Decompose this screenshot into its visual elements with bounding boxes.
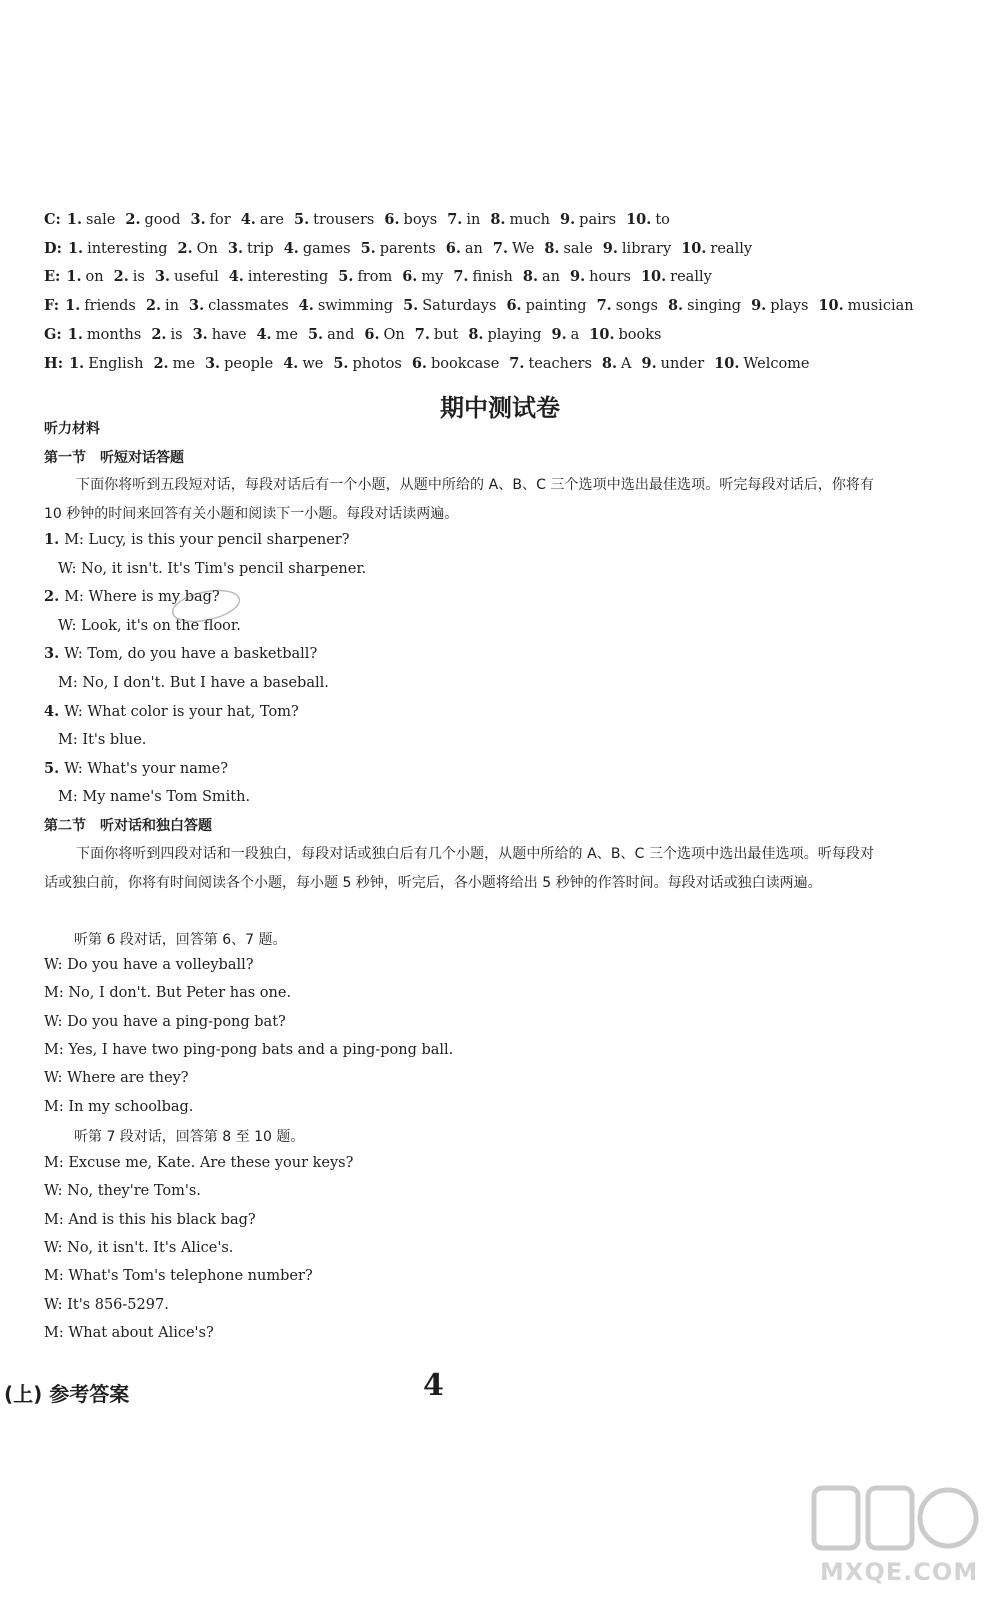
answer-number: 8. xyxy=(490,211,506,228)
answer-item xyxy=(560,212,616,228)
section1-instructions: 下面你将听到五段短对话，每段对话后有一个小题，从题中所给的 A、B、C 三个选项中选出最佳选项。听完每段对话后，你将有 10 秒钟的时间来回答有关小题和阅读下一小题。每段对话读两遍。 xyxy=(44,477,874,522)
answer-word: painting xyxy=(525,298,587,315)
utterance: Look, it's on the floor. xyxy=(81,617,241,634)
answer-number: 5. xyxy=(294,211,310,228)
answer-item xyxy=(294,212,374,228)
dialogue-line xyxy=(44,1181,201,1201)
utterance: It's 856-5297. xyxy=(67,1296,169,1313)
answer-word: good xyxy=(144,212,181,228)
answer-item xyxy=(570,269,631,285)
utterance: My name's Tom Smith. xyxy=(82,789,251,806)
answer-item xyxy=(155,269,219,285)
utterance: Yes, I have two ping-pong bats and a ping-pong ball. xyxy=(68,1041,454,1058)
answer-word: to xyxy=(655,212,670,228)
utterance: No, it isn't. It's Alice's. xyxy=(67,1239,234,1256)
answer-number: 6. xyxy=(445,239,461,257)
answer-section-key: F: xyxy=(44,297,60,315)
dialogue-line xyxy=(44,530,350,550)
answer-word: under xyxy=(660,355,705,372)
speaker: M: xyxy=(64,532,89,548)
utterance: What's your name? xyxy=(87,760,228,777)
answer-word: interesting xyxy=(247,269,329,286)
utterance: In my schoolbag. xyxy=(68,1098,194,1115)
question-number: 3. xyxy=(44,645,65,663)
answer-number: 8. xyxy=(522,268,539,286)
answer-number: 1. xyxy=(67,325,83,343)
answer-item xyxy=(602,356,632,372)
utterance: Excuse me, Kate. Are these your keys? xyxy=(68,1155,354,1171)
answer-item xyxy=(229,269,329,285)
utterance: Tom, do you have a basketball? xyxy=(87,646,318,663)
answer-item xyxy=(415,327,459,343)
speaker: W: xyxy=(44,1239,68,1256)
answer-word: games xyxy=(302,240,351,257)
answer-number: 10. xyxy=(681,239,707,257)
answer-item xyxy=(597,298,658,314)
utterance: What's Tom's telephone number? xyxy=(68,1268,313,1285)
dialogue-line xyxy=(44,983,291,1003)
answer-item xyxy=(714,356,809,372)
stamp-mark xyxy=(168,586,244,626)
dialogue7-intro: 听第 7 段对话，回答第 8 至 10 题。 xyxy=(74,1129,305,1145)
answer-word: useful xyxy=(174,269,219,286)
answer-word: sale xyxy=(86,212,116,228)
answer-word: trip xyxy=(247,240,274,257)
answer-word: but xyxy=(433,326,459,343)
section1-heading: 第一节 听短对话答题 xyxy=(44,450,184,466)
answer-number: 2. xyxy=(153,354,169,372)
answer-item xyxy=(193,327,247,343)
utterance: No, I don't. But Peter has one. xyxy=(68,985,292,1002)
answer-row xyxy=(44,296,924,316)
answer-number: 5. xyxy=(338,268,354,286)
answer-word: A xyxy=(621,355,632,372)
answer-word: on xyxy=(85,269,104,286)
utterance: And is this his black bag? xyxy=(68,1211,256,1228)
answer-word: On xyxy=(196,240,218,257)
answer-word: Saturdays xyxy=(422,298,497,315)
answer-item xyxy=(189,298,289,314)
answer-number: 7. xyxy=(596,297,612,315)
answer-number: 4. xyxy=(256,325,272,343)
answer-row xyxy=(44,210,680,230)
answer-number: 4. xyxy=(298,297,314,315)
answer-word: sale xyxy=(563,240,593,257)
dialogue-line xyxy=(44,1210,256,1230)
answer-word: plays xyxy=(770,298,809,315)
answer-item xyxy=(68,241,168,257)
answer-word: parents xyxy=(379,240,436,257)
answer-item xyxy=(333,356,402,372)
answer-number: 10. xyxy=(589,325,615,343)
answer-word: is xyxy=(132,269,145,286)
answer-section-key: C: xyxy=(44,211,61,228)
answer-word: musician xyxy=(847,298,914,315)
answer-word: have xyxy=(211,326,247,343)
speaker: W: xyxy=(64,646,88,663)
answer-item xyxy=(446,241,483,257)
answer-item xyxy=(308,327,354,343)
answer-word: bookcase xyxy=(430,355,500,372)
answer-number: 3. xyxy=(227,239,244,257)
answer-number: 3. xyxy=(192,325,208,343)
answer-number: 4. xyxy=(283,239,299,257)
answer-item xyxy=(114,269,145,285)
utterance: Lucy, is this your pencil sharpener? xyxy=(88,532,350,548)
answer-word: are xyxy=(259,212,285,228)
answer-word: me xyxy=(275,326,298,343)
answer-word: singing xyxy=(687,298,742,315)
speaker: W: xyxy=(64,703,88,720)
utterance: Do you have a ping-pong bat? xyxy=(67,1013,286,1030)
answer-item xyxy=(205,356,273,372)
answer-item xyxy=(361,241,436,257)
dialogue-line xyxy=(44,644,317,664)
utterance: No, it isn't. It's Tim's pencil sharpener. xyxy=(81,560,367,577)
page-number: 4 xyxy=(423,1368,444,1403)
answer-number: 9. xyxy=(570,268,586,286)
speaker: M: xyxy=(44,1041,69,1058)
answer-item xyxy=(493,241,534,257)
speaker: W: xyxy=(44,957,68,973)
answer-number: 10. xyxy=(818,297,844,315)
answer-item xyxy=(66,269,103,285)
answer-number: 8. xyxy=(468,325,484,343)
answer-number: 7. xyxy=(453,268,469,286)
footer-label: (上) 参考答案 xyxy=(4,1382,130,1406)
answer-number: 6. xyxy=(402,268,418,286)
answer-word: people xyxy=(224,355,274,372)
speaker: M: xyxy=(44,985,69,1002)
answer-item xyxy=(403,298,496,314)
answer-word: is xyxy=(170,326,183,343)
question-number: 1. xyxy=(44,531,65,548)
answer-word: me xyxy=(172,355,195,372)
answer-number: 5. xyxy=(403,297,419,315)
answer-word: we xyxy=(302,355,324,372)
answer-row xyxy=(44,354,820,374)
speaker: W: xyxy=(58,617,82,634)
answer-word: swimming xyxy=(317,298,394,315)
answer-item xyxy=(589,327,661,343)
utterance: It's blue. xyxy=(82,732,147,749)
answer-item xyxy=(551,327,579,343)
dialogue-line xyxy=(44,1153,353,1173)
answer-number: 8. xyxy=(601,354,618,372)
dialogue-line xyxy=(44,1323,214,1343)
answer-section-key: H: xyxy=(44,354,64,372)
answer-item xyxy=(178,241,218,257)
speaker: W: xyxy=(44,1296,68,1313)
answer-item xyxy=(490,212,550,228)
speaker: M: xyxy=(44,1211,69,1228)
answer-word: On xyxy=(383,326,405,343)
answer-item xyxy=(506,298,586,314)
answer-number: 4. xyxy=(240,211,256,228)
answer-number: 9. xyxy=(602,239,618,257)
section2-heading: 第二节 听对话和独白答题 xyxy=(44,818,212,834)
answer-number: 4. xyxy=(283,354,299,372)
answer-number: 10. xyxy=(714,354,740,372)
listening-label: 听力材料 xyxy=(44,421,100,437)
answer-row xyxy=(44,325,672,345)
question-number: 2. xyxy=(44,588,65,606)
exam-title: 期中测试卷 xyxy=(440,394,560,422)
dialogue-line xyxy=(58,730,146,750)
answer-word: interesting xyxy=(87,240,168,257)
answer-item xyxy=(364,327,404,343)
answer-section-key: D: xyxy=(44,239,62,257)
answer-word: playing xyxy=(487,326,542,343)
answer-word: hours xyxy=(589,269,631,286)
speaker: W: xyxy=(44,1183,68,1200)
answer-word: for xyxy=(209,212,231,228)
answer-number: 3. xyxy=(190,211,206,228)
answer-item xyxy=(69,356,143,372)
speaker: M: xyxy=(44,1155,69,1171)
answer-item xyxy=(338,269,392,285)
dialogue-line xyxy=(44,759,228,779)
speaker: M: xyxy=(58,732,83,749)
dialogue-line xyxy=(44,1295,169,1315)
answer-item xyxy=(283,356,323,372)
dialogue-line xyxy=(44,1238,233,1258)
dialogue-line xyxy=(44,1012,286,1032)
answer-number: 1. xyxy=(66,211,83,228)
answer-item xyxy=(228,241,274,257)
answer-word: pairs xyxy=(579,212,617,228)
watermark-text: MXQE.COM xyxy=(820,1558,979,1586)
answer-number: 2. xyxy=(151,325,167,343)
speaker: M: xyxy=(58,675,83,691)
answer-number: 1. xyxy=(69,354,85,372)
answer-section-key: G: xyxy=(44,325,62,343)
answer-item xyxy=(68,327,142,343)
answer-word: finish xyxy=(472,269,513,286)
answer-item xyxy=(384,212,437,228)
answer-number: 4. xyxy=(228,268,244,286)
answer-word: my xyxy=(421,269,444,286)
utterance: What color is your hat, Tom? xyxy=(87,703,299,720)
answer-number: 8. xyxy=(544,239,560,257)
answer-word: library xyxy=(621,240,672,257)
answer-number: 9. xyxy=(641,354,657,372)
answer-item xyxy=(509,356,592,372)
answer-item xyxy=(67,212,115,228)
answer-number: 1. xyxy=(66,268,82,286)
answer-item xyxy=(642,356,705,372)
answer-word: from xyxy=(357,269,393,286)
dialogue-line xyxy=(44,702,299,722)
answer-number: 2. xyxy=(145,297,162,315)
answer-number: 5. xyxy=(333,354,349,372)
answer-word: friends xyxy=(84,298,136,315)
answer-number: 5. xyxy=(307,325,324,343)
section2-instructions: 下面你将听到四段对话和一段独白，每段对话或独白后有几个小题，从题中所给的 A、B、C 三个选项中选出最佳选项。听每段对话或独白前，你将有时间阅读各个小题，每小题 5 秒钟，听完后，各小题将给出 5 秒钟的作答时间。每段对话或独白读两遍。 xyxy=(44,846,874,891)
utterance: No, they're Tom's. xyxy=(67,1183,201,1200)
answer-word: a xyxy=(570,326,580,343)
answer-number: 3. xyxy=(204,354,221,372)
answer-number: 10. xyxy=(640,268,667,286)
answer-item xyxy=(65,298,136,314)
answer-number: 2. xyxy=(177,239,193,257)
speaker: M: xyxy=(44,1324,69,1341)
answer-word: teachers xyxy=(528,355,592,372)
answer-number: 2. xyxy=(113,268,129,286)
answer-item xyxy=(668,298,741,314)
utterance: No, I don't. But I have a baseball. xyxy=(82,675,329,691)
answer-number: 5. xyxy=(360,239,376,257)
answer-item xyxy=(818,298,913,314)
dialogue-line xyxy=(44,1097,193,1117)
answer-number: 2. xyxy=(125,211,141,228)
answer-number: 7. xyxy=(492,239,509,257)
dialogue-line xyxy=(44,955,254,975)
answer-number: 9. xyxy=(551,325,567,343)
answer-number: 10. xyxy=(626,211,652,228)
question-number: 4. xyxy=(44,702,65,720)
answer-item xyxy=(681,241,752,257)
answer-number: 7. xyxy=(509,354,525,372)
answer-item xyxy=(544,241,592,257)
answer-number: 1. xyxy=(67,239,84,257)
dialogue6-intro: 听第 6 段对话，回答第 6、7 题。 xyxy=(74,932,287,948)
answer-number: 6. xyxy=(506,297,522,315)
answer-word: in xyxy=(466,212,481,228)
dialogue-line xyxy=(44,1040,453,1060)
answer-row xyxy=(44,267,722,287)
answer-item xyxy=(153,356,194,372)
question-number: 5. xyxy=(44,759,65,777)
answer-word: We xyxy=(512,240,535,257)
utterance: What about Alice's? xyxy=(68,1324,214,1341)
answer-word: months xyxy=(86,326,142,343)
answer-number: 3. xyxy=(154,268,170,286)
answer-word: much xyxy=(509,212,551,228)
answer-word: an xyxy=(542,269,561,286)
answer-item xyxy=(412,356,499,372)
answer-item xyxy=(151,327,182,343)
dialogue-line xyxy=(58,559,366,579)
speaker: M: xyxy=(58,789,83,806)
answer-word: really xyxy=(670,269,712,286)
answer-word: in xyxy=(165,298,179,315)
answer-number: 9. xyxy=(560,211,576,228)
answer-number: 6. xyxy=(411,354,427,372)
answer-number: 7. xyxy=(414,325,430,343)
answer-word: Welcome xyxy=(743,355,810,372)
answer-word: an xyxy=(464,240,483,257)
answer-word: English xyxy=(88,355,144,372)
speaker: W: xyxy=(44,1013,68,1030)
speaker: M: xyxy=(64,589,89,606)
answer-item xyxy=(523,269,560,285)
answer-item xyxy=(146,298,179,314)
answer-word: really xyxy=(710,240,753,257)
speaker: W: xyxy=(64,760,88,777)
answer-section-key: E: xyxy=(44,268,61,286)
speaker: W: xyxy=(44,1070,68,1087)
answer-item xyxy=(468,327,541,343)
dialogue-line xyxy=(58,787,250,807)
dialogue-line xyxy=(44,1068,189,1088)
answer-word: trousers xyxy=(313,212,375,228)
answer-number: 3. xyxy=(189,297,205,315)
answer-item xyxy=(125,212,180,228)
answer-number: 7. xyxy=(447,211,463,228)
answer-item xyxy=(241,212,284,228)
answer-item xyxy=(256,327,297,343)
speaker: M: xyxy=(44,1268,69,1285)
utterance: Where is my bag? xyxy=(88,589,220,606)
answer-item xyxy=(299,298,393,314)
answer-number: 9. xyxy=(751,297,767,315)
answer-word: photos xyxy=(352,355,402,372)
answer-item xyxy=(284,241,351,257)
speaker: M: xyxy=(44,1098,69,1115)
speaker: W: xyxy=(58,560,82,577)
answer-item xyxy=(453,269,513,285)
answer-item xyxy=(641,269,712,285)
answer-item xyxy=(751,298,808,314)
utterance: Where are they? xyxy=(67,1070,189,1087)
answer-word: and xyxy=(327,326,355,343)
answer-word: classmates xyxy=(208,298,289,315)
utterance: Do you have a volleyball? xyxy=(67,957,254,973)
answer-word: boys xyxy=(403,212,438,228)
answer-row xyxy=(44,239,762,259)
answer-number: 1. xyxy=(65,297,81,315)
dialogue-line xyxy=(44,1266,313,1286)
dialogue-line xyxy=(58,673,329,693)
answer-word: songs xyxy=(615,298,658,315)
answer-number: 6. xyxy=(364,325,380,343)
watermark xyxy=(810,1482,980,1592)
answer-item xyxy=(191,212,231,228)
answer-word: books xyxy=(618,326,662,343)
answer-item xyxy=(626,212,670,228)
answer-number: 6. xyxy=(384,211,400,228)
watermark-logo-icon xyxy=(810,1482,980,1562)
answer-item xyxy=(603,241,671,257)
answer-number: 8. xyxy=(667,297,684,315)
answer-item xyxy=(402,269,443,285)
answer-item xyxy=(447,212,480,228)
